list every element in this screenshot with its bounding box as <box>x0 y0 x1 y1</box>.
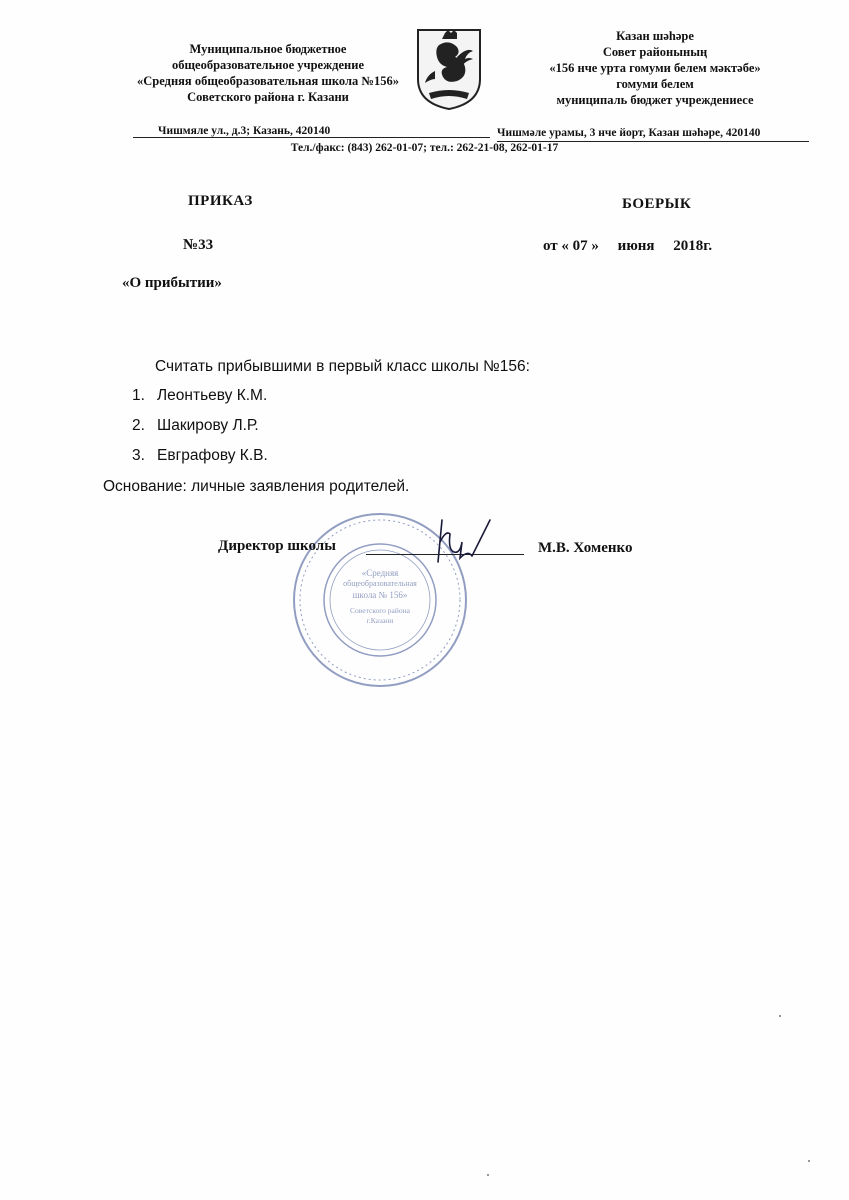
order-title-ru: ПРИКАЗ <box>188 193 253 209</box>
address-right: Чишмәле урамы, 3 нче йорт, Казан шәһәре, 420140 <box>497 127 761 139</box>
stamp-line-1: «Средняя <box>361 568 399 578</box>
stamp-line-5: г.Казани <box>366 616 394 625</box>
address-left: Чишмяле ул., д.3; Казань, 420140 <box>158 125 331 137</box>
order-intro: Считать прибывшими в первый класс школы №156: <box>155 358 530 375</box>
header-right-line-2: Совет районының <box>602 45 708 59</box>
header-left-line-1: Муниципальное бюджетное <box>189 42 347 56</box>
signature-position: Директор школы <box>218 538 336 554</box>
phone-line: Тел./факс: (843) 262-01-07; тел.: 262-21-08, 262-01-17 <box>290 142 559 154</box>
header-right-line-5: муниципаль бюджет учреждениесе <box>556 93 754 107</box>
list-number: 2. <box>132 417 145 434</box>
header-right-line-4: гомуми белем <box>616 77 694 91</box>
header-right-line-1: Казан шәһәре <box>616 29 694 43</box>
scan-speck <box>487 1174 489 1176</box>
student-name: Леонтьеву К.М. <box>157 387 268 404</box>
scan-speck <box>808 1160 810 1162</box>
order-basis: Основание: личные заявления родителей. <box>103 478 410 495</box>
order-subject: «О прибытии» <box>122 275 222 291</box>
header-left-line-2: общеобразовательное учреждение <box>172 58 364 72</box>
header-right-line-3: «156 нче урта гомуми белем мәктәбе» <box>549 61 761 75</box>
signatory-name: М.В. Хоменко <box>538 540 633 556</box>
header-left-line-4: Советского района г. Казани <box>187 90 349 104</box>
order-number: №33 <box>183 237 214 253</box>
header-left-line-3: «Средняя общеобразовательная школа №156» <box>137 74 399 88</box>
stamp-line-4: Советского района <box>350 606 410 615</box>
header-left-block <box>118 41 418 105</box>
order-date: от « 07 » июня 2018г. <box>543 238 713 254</box>
stamp-line-3: школа № 156» <box>352 590 408 600</box>
header-divider-left <box>133 137 490 138</box>
header-right-block <box>505 28 805 108</box>
scan-speck <box>779 1015 781 1017</box>
list-number: 1. <box>132 387 145 404</box>
stamp-line-2: общеобразовательная <box>343 579 417 588</box>
list-item <box>132 416 268 446</box>
students-list <box>132 386 268 476</box>
student-name: Евграфову К.В. <box>157 447 268 464</box>
list-item <box>132 386 268 416</box>
list-number: 3. <box>132 447 145 464</box>
list-item <box>132 446 268 476</box>
handwritten-signature <box>420 512 510 582</box>
order-title-tt: БОЕРЫК <box>622 196 692 212</box>
kazan-dragon-emblem-icon <box>415 27 483 111</box>
student-name: Шакирову Л.Р. <box>157 417 259 434</box>
